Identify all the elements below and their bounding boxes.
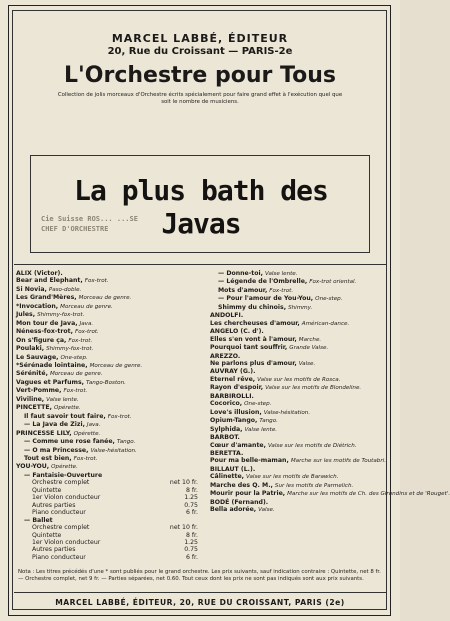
price-row <box>16 509 198 516</box>
work-title: Poulaki, <box>16 345 45 353</box>
composer-heading <box>210 312 388 319</box>
work-title: Le Sauvage, <box>16 353 59 361</box>
catalog-item <box>210 336 388 344</box>
work-genre: Morceau de genre. <box>60 303 113 310</box>
composer-name: BARBIROLLI. <box>210 392 254 400</box>
work-genre: Fox-trot. <box>63 388 88 395</box>
composer-name: BILLAUT (L.). <box>210 465 256 473</box>
work-title: Viviline, <box>16 395 45 403</box>
composer-heading <box>210 368 388 375</box>
composer-heading <box>210 434 388 441</box>
work-genre: Shimmy-fox-trot. <box>46 346 94 353</box>
catalog-item <box>16 517 198 524</box>
footer-divider <box>14 592 386 593</box>
work-title: Tout est bien, <box>24 454 72 462</box>
composer-name: PINCETTE, <box>16 404 52 412</box>
work-genre: Valse sur les motifs de Barawich. <box>246 474 339 481</box>
work-genre: Java. <box>86 422 101 429</box>
work-title: — La Java de Zizi, <box>24 421 85 429</box>
price-value: 1.25 <box>184 538 198 546</box>
work-genre: One-step. <box>315 296 343 303</box>
work-genre: Opérette. <box>73 430 101 437</box>
work-title: Mots d'amour, <box>218 286 268 294</box>
catalog-item <box>16 413 198 421</box>
work-title: Mourir pour la Patrie, <box>210 490 286 498</box>
work-title: Elles s'en vont à l'amour, <box>210 335 297 343</box>
work-title: Les chercheuses d'amour, <box>210 319 300 327</box>
work-title: Vagues et Parfums, <box>16 378 84 386</box>
work-genre: Fox-trot. <box>74 329 99 336</box>
catalog-item <box>16 311 198 319</box>
catalog-item <box>16 455 198 463</box>
work-genre: Valse lente. <box>264 271 298 277</box>
price-row <box>16 524 198 531</box>
footer-imprint: MARCEL LABBÉ, ÉDITEUR, 20, RUE DU CROISSANT, PARIS (2e) <box>55 598 345 607</box>
work-title: Marche des Q. M., <box>210 481 273 489</box>
work-title: Bear and Elephant, <box>16 277 83 285</box>
work-genre: Morceau de genre. <box>89 362 143 369</box>
work-genre: Morceau de genre. <box>49 371 103 378</box>
work-genre: Fox-trot. <box>269 287 294 294</box>
catalog-item <box>16 370 198 378</box>
work-genre: Tango. <box>259 418 278 425</box>
composer-name: PRINCESSE LILY, <box>16 429 72 437</box>
composer-name: BARBOT. <box>210 434 240 442</box>
catalog-left-column <box>16 270 198 561</box>
price-row <box>16 494 198 501</box>
catalog-item <box>210 490 450 498</box>
price-row <box>16 532 198 539</box>
work-genre: Valse sur les motifs de Diétrich. <box>267 442 357 449</box>
price-row <box>16 539 198 546</box>
work-title: Néness-fox-trot, <box>16 328 73 336</box>
catalog-item <box>210 376 388 384</box>
work-genre: Valse lente. <box>46 396 79 403</box>
composer-name: BODÉ (Fernand). <box>210 498 269 506</box>
catalog-item <box>16 320 198 328</box>
price-label: Orchestre complet <box>32 479 90 487</box>
work-title: Mon tour de Java, <box>16 319 78 327</box>
price-value: 6 fr. <box>185 553 198 561</box>
work-genre: Marche sur les motifs de Toutabri. <box>290 458 386 465</box>
header <box>14 32 386 106</box>
composer-heading <box>16 463 198 471</box>
composer-name: AREZZO. <box>210 352 241 360</box>
song-title: La plus bath des Javas <box>74 174 328 240</box>
work-genre: Valse. <box>258 507 275 514</box>
work-genre: Paso-doble. <box>48 286 82 293</box>
catalog-item <box>16 438 198 446</box>
work-genre: Opérette. <box>51 464 78 471</box>
publisher-address: 20, Rue du Croissant — PARIS-2e <box>107 46 293 57</box>
price-value: net 10 fr. <box>169 479 198 487</box>
catalog-item <box>210 457 388 465</box>
work-title: Sérénité, <box>16 370 48 378</box>
work-title: *Sérénade lointaine, <box>16 361 88 369</box>
composer-name: AUVRAY (G.). <box>210 368 256 376</box>
work-title: Bella adorée, <box>210 506 257 514</box>
work-genre: Sur les motifs de Parmelich. <box>274 482 354 489</box>
work-title: — Légende de l'Ombrelle, <box>218 278 308 286</box>
catalog-item <box>210 287 388 295</box>
price-value: 0.75 <box>184 546 198 554</box>
price-value: 0.75 <box>184 501 198 509</box>
work-genre: Fox-trot. <box>84 278 109 285</box>
catalog-item <box>210 442 388 450</box>
price-value: 1.25 <box>184 494 198 502</box>
work-title: Sylphida, <box>210 425 243 433</box>
price-value: 8 fr. <box>185 531 198 539</box>
work-genre: Valse. <box>298 360 316 367</box>
composer-heading <box>210 353 388 360</box>
work-title: — O ma Princesse, <box>24 446 89 454</box>
work-genre: Fox-trot. <box>73 455 98 462</box>
work-genre: Shimmy-fox-trot. <box>37 312 85 319</box>
catalog-item <box>16 328 198 336</box>
price-label: Quintette <box>32 531 62 539</box>
composer-heading <box>210 393 388 400</box>
ownership-stamp <box>41 214 138 234</box>
catalog-item <box>16 387 198 395</box>
catalog-item <box>210 426 388 434</box>
composer-name: YOU-YOU, <box>16 463 50 471</box>
price-row <box>16 479 198 486</box>
catalog-item <box>16 345 198 353</box>
catalog-item <box>210 409 388 417</box>
publisher-name: MARCEL LABBÉ, ÉDITEUR <box>111 32 289 45</box>
price-label: Autres parties <box>32 546 76 554</box>
work-genre: Grande Valse. <box>289 345 329 352</box>
work-title: — Fantaisie-Ouverture <box>24 471 103 479</box>
price-value: 8 fr. <box>185 486 198 494</box>
work-title: Love's illusion, <box>210 408 262 416</box>
price-label: 1er Violon conducteur <box>32 494 101 502</box>
price-label: 1er Violon conducteur <box>32 538 101 546</box>
catalog-item <box>16 294 198 302</box>
catalog-item <box>210 506 388 514</box>
composer-name: ALIX (Victor). <box>16 270 63 277</box>
work-title: Il faut savoir tout faire, <box>24 412 106 420</box>
price-label: Quintette <box>32 486 62 494</box>
catalog-divider <box>14 264 386 265</box>
work-genre: Opérette. <box>53 405 81 412</box>
work-genre: One-step. <box>60 354 88 361</box>
work-title: — Donne-toi, <box>218 270 263 277</box>
work-genre: Valse-hésitation. <box>90 447 137 454</box>
work-genre: Fox-trot. <box>68 337 93 344</box>
work-title: Câlinette, <box>210 473 245 481</box>
work-genre: Fox-trot. <box>107 413 132 420</box>
work-genre: Morceau de genre. <box>78 295 132 302</box>
price-row <box>16 502 198 509</box>
price-note: Nota : Les titres précédés d'une * sont publiés pour le grand orchestre. Les prix suivants, sauf indication contraire : Quintette, net 8 fr. — Orchestre complet, net 9 fr. — Parties séparées, net 0.60. Tout ceux dont les prix ne sont pas indiqués sont aux prix suivants. <box>18 569 381 582</box>
catalog-item <box>16 396 198 404</box>
work-genre: Tango-Boston. <box>85 379 126 386</box>
work-genre: Java. <box>79 320 94 327</box>
catalog-item <box>210 278 388 286</box>
composer-name: BERETTA. <box>210 449 244 457</box>
composer-heading <box>210 328 388 335</box>
catalog-item <box>16 447 198 455</box>
series-title: L'Orchestre pour Tous <box>64 63 336 88</box>
work-title: Si Novia, <box>16 285 47 293</box>
work-genre: Valse-hésitation. <box>263 409 311 416</box>
work-title: Shimmy du chinois, <box>218 303 287 311</box>
work-title: Pour ma belle-maman, <box>210 457 289 465</box>
work-title: Ne parlons plus d'amour, <box>210 359 297 367</box>
work-genre: Valse sur les motifs de Blondeline. <box>265 385 362 392</box>
work-genre: Valse lente. <box>244 426 278 433</box>
work-genre: Marche sur les motifs de Ch. des Girondins et de 'Rouget'. <box>287 491 450 498</box>
catalog-item <box>16 354 198 362</box>
composer-heading <box>16 270 198 277</box>
work-title: *Invocation, <box>16 302 59 310</box>
price-value: 6 fr. <box>185 509 198 517</box>
price-label: Piano conducteur <box>32 553 86 561</box>
catalog-item <box>210 400 388 408</box>
price-label: Autres parties <box>32 501 76 509</box>
catalog-item <box>210 384 388 392</box>
catalog-item <box>210 295 388 303</box>
stamp-line-1: Cie Suisse ROS... ...SE <box>41 215 138 223</box>
catalog-item <box>210 473 388 481</box>
catalog-item <box>16 421 198 429</box>
composer-name: ANDOLFI. <box>210 312 244 320</box>
catalog-item <box>16 303 198 311</box>
work-genre: Fox-trot oriental. <box>309 279 357 286</box>
work-title: Les Grand'Mères, <box>16 294 77 302</box>
work-title: — Comme une rose fanée, <box>24 438 115 446</box>
work-title: Opium-Tango, <box>210 417 258 425</box>
catalog-item <box>16 379 198 387</box>
price-label: Orchestre complet <box>32 524 90 532</box>
work-genre: Marche. <box>298 336 322 343</box>
work-genre: One-step. <box>244 401 272 408</box>
title-box <box>30 155 370 253</box>
catalog-item <box>210 304 388 312</box>
work-title: Rayon d'espoir, <box>210 384 264 392</box>
work-title: Cœur d'amante, <box>210 441 266 449</box>
work-title: — Pour l'amour de You-You, <box>218 295 314 303</box>
catalog-item <box>16 277 198 285</box>
work-title: Pourquoi tant souffrir, <box>210 344 288 352</box>
work-genre: Tango. <box>116 439 136 446</box>
composer-heading <box>16 404 198 412</box>
work-title: Cocorico, <box>210 400 243 408</box>
composer-heading <box>16 430 198 438</box>
price-label: Piano conducteur <box>32 509 86 517</box>
price-row <box>16 554 198 561</box>
catalog-item <box>16 472 198 479</box>
work-genre: Shimmy. <box>288 304 313 311</box>
work-title: Eternel rêve, <box>210 375 256 383</box>
work-genre: Américan-dance. <box>301 320 350 327</box>
price-row <box>16 487 198 494</box>
stamp-line-2: CHEF D'ORCHESTRE <box>41 225 109 233</box>
work-genre: Valse sur les motifs de Rosca. <box>257 376 341 383</box>
catalog-item <box>210 344 388 352</box>
price-row <box>16 546 198 553</box>
work-title: — Ballet <box>24 516 53 524</box>
work-title: Jules, <box>16 311 36 319</box>
catalog-right-column <box>210 270 450 515</box>
work-title: Vert-Pomme, <box>16 387 62 395</box>
catalog-item <box>210 482 388 490</box>
composer-heading <box>210 450 388 457</box>
catalog-item <box>16 337 198 345</box>
catalog-item <box>210 320 388 328</box>
series-description: Collection de jolis morceaux d'Orchestre écrits spécialement pour faire grand effet à l'exécution quel que soit le nombre de musiciens. <box>57 92 343 106</box>
catalog-item <box>210 360 388 368</box>
composer-name: ANGELO (C. d'). <box>210 328 264 336</box>
catalog-item <box>210 417 388 425</box>
work-title: On s'figure ça, <box>16 336 67 344</box>
price-value: net 10 fr. <box>169 524 198 532</box>
